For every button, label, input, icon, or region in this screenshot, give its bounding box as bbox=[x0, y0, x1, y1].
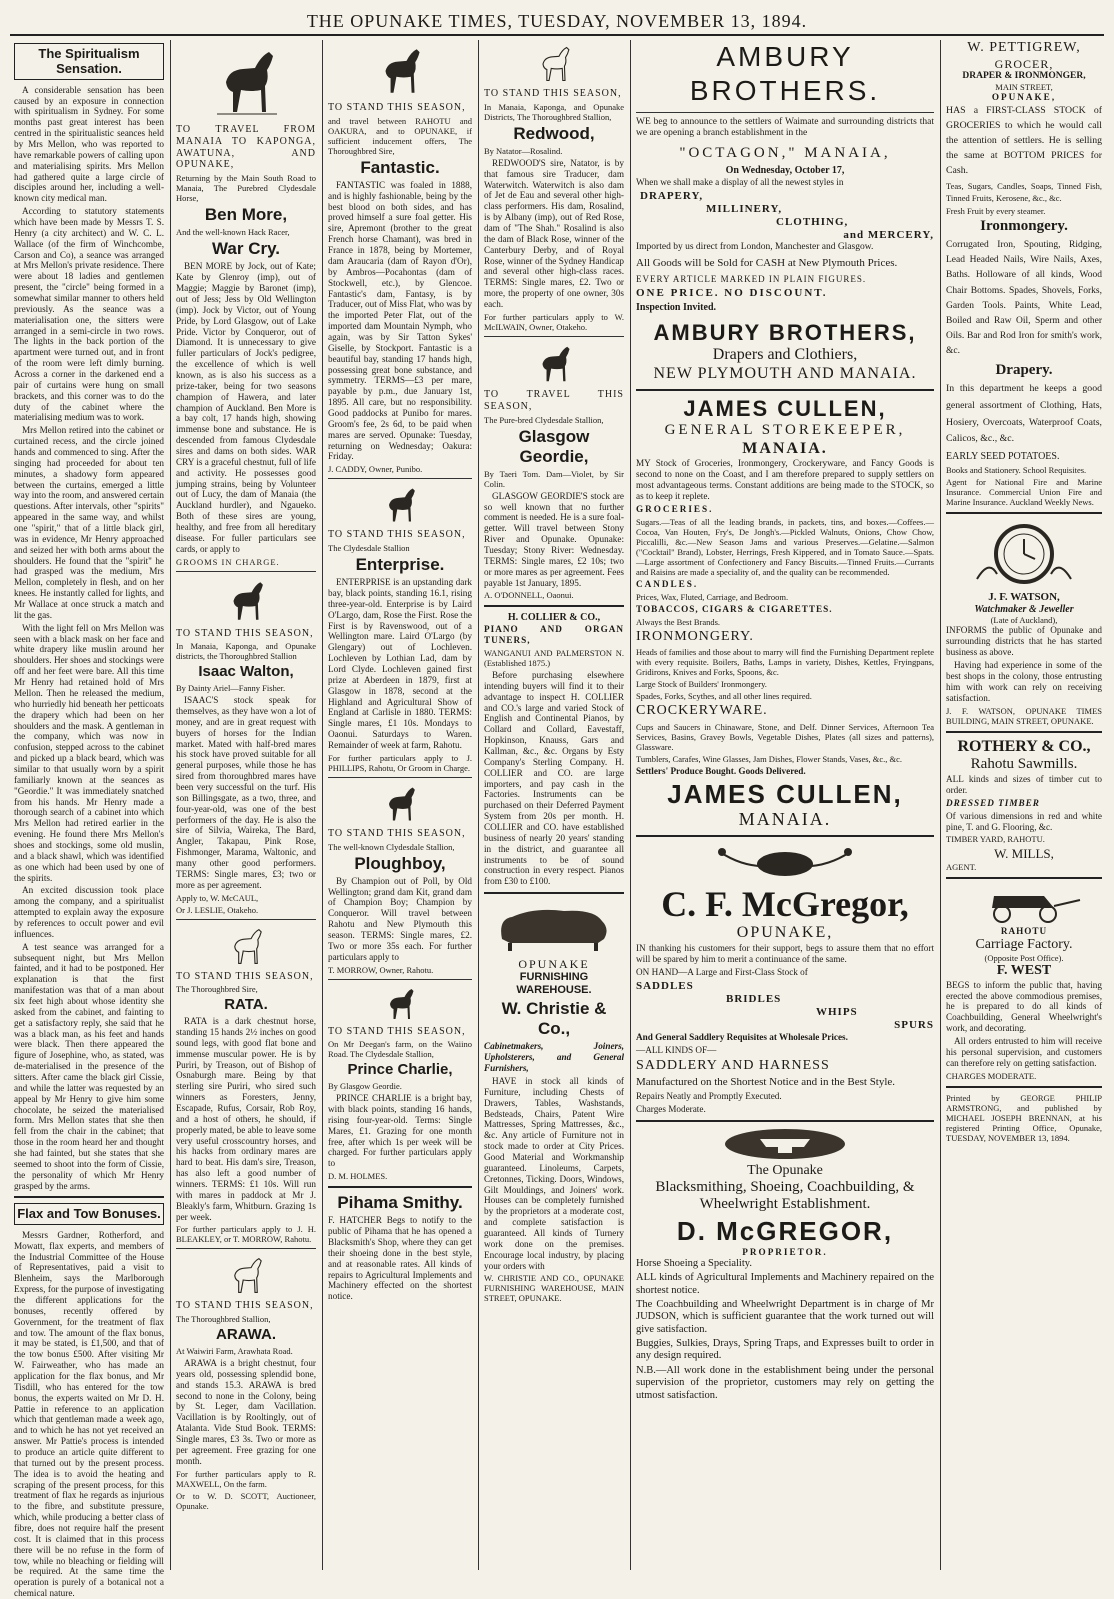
smithy-subtitle: Blacksmithing, Shoeing, Coachbuilding, & Wheelwright Establishment. bbox=[655, 1179, 915, 1213]
mcgregor-location: OPUNAKE, bbox=[736, 924, 834, 942]
column-rule bbox=[170, 40, 171, 1570]
cullen-text: Settlers' Produce Bought. Goods Delivered. bbox=[636, 765, 806, 776]
article-paragraph: A test seance was arranged for a subsequent night, but Mrs Mellon fainted, and it had to be postponed. Her explanation is that the first manifestation was that of a man about six feet high about whose identity she asked from the cabinet, and fainting to get a satisfactory reply, she said that he was a black man, as his feet and hands were black. Then there appeared the figure of Josephine, who, as stated, was de-materialised in the presence of the sitters. After came the black girl Cissie, and while the latter was requested by an appeal by Mr Henry to give him some chocolate, he seized the materialised form. Mrs Mellon states that she then fell from the chair in the cabinet; that those in the room heard her and thought she had fainted, but she states that she seemed to shoot into the form of Cissie, the personality of which Mr Henry grasped by the arms. bbox=[14, 941, 164, 1191]
ad-title-opunake: OPUNAKE bbox=[518, 957, 590, 972]
ad-subtitle: In Manaia, Kaponga, and Opunake Districts, The Thoroughbred Stallion, bbox=[484, 101, 624, 122]
pettigrew-text: Books and Stationery. School Requisites. bbox=[946, 464, 1087, 475]
cullen-heading: IRONMONGERY. bbox=[636, 628, 754, 644]
divider bbox=[636, 389, 934, 391]
ad-signature: J. CADDY, Owner, Punibo. bbox=[328, 464, 423, 475]
smithy-text: The Coachbuilding and Wheelwright Department is in charge of Mr JUDSON, which is sufficient guarantee that the work turned out will give satisfaction. bbox=[636, 1298, 934, 1335]
ambury-text: When we shall make a display of all the newest styles in bbox=[636, 176, 844, 187]
ad-subtitle: On Mr Deegan's farm, on the Waiino Road. The Clydesdale Stallion, bbox=[328, 1039, 472, 1060]
cullen-text: Tumblers, Carafes, Wine Glasses, Jam Dishes, Flower Stands, Vases, &c., &c. bbox=[636, 753, 903, 764]
ad-signature: Or J. LESLIE, Otakeho. bbox=[176, 904, 259, 915]
mcgregor-text: Repairs Neatly and Promptly Executed. bbox=[636, 1091, 782, 1101]
horse-icon bbox=[375, 984, 425, 1024]
horse-name-ben-more: Ben More, bbox=[204, 205, 288, 225]
divider bbox=[946, 731, 1102, 733]
horse-icon bbox=[509, 341, 599, 387]
cullen-text: Spades, Forks, Scythes, and all other lines required. bbox=[636, 691, 812, 702]
horse-name-ploughboy: Ploughboy, bbox=[354, 853, 446, 873]
ad-body: RATA is a dark chestnut horse, standing 15 hands 2½ inches on good sound legs, with good flat bone and immense muscular power. He is by Puriri, by Treason, out of Bishop of Osnaburgh mare. Being by that sterling sire Puriri, who sired such winners as Foresters, Jenny, Escapade, Rufus, Corsair, Rob Roy, and a host of others, he should, if properly mated, be able to leave some very useful crosscountry horses, and his hacks from ordinary mares are hard to beat. His dam's sire, Treason, has also left a good number of winners. TERMS: £1 10s. Will run with mares in paddock at Mr J. Bleakly's farm, Whitburn. Grazing 1s per week. bbox=[176, 1016, 316, 1222]
article-title-flax: Flax and Tow Bonuses. bbox=[14, 1203, 164, 1224]
ad-intro: TO TRAVEL THIS SEASON, bbox=[484, 388, 624, 412]
horse-name-prince-charlie: Prince Charlie, bbox=[347, 1061, 453, 1079]
column-rule bbox=[478, 40, 479, 1570]
ad-intro: TO STAND THIS SEASON, bbox=[176, 1300, 314, 1312]
ad-intro: TO STAND THIS SEASON, bbox=[328, 827, 466, 839]
smithy-text: Horse Shoeing a Speciality. bbox=[636, 1257, 752, 1269]
ad-signature: For further particulars apply to J. H. BLEAKLEY, or T. MORROW, Rahotu. bbox=[176, 1224, 316, 1245]
divider bbox=[636, 835, 934, 837]
rothery-text: TIMBER YARD, RAHOTU. bbox=[946, 834, 1045, 845]
ad-subtitle: The Pure-bred Clydesdale Stallion, bbox=[484, 414, 604, 425]
ad-body: ENTERPRISE is an upstanding dark bay, black points, standing 16.1, rising three-year-old. Enterprise is by Laird O'Largo, dam, Rose the First. Rose the First is by Ravenswood, out of a Wellington mare. Laird O'Largo (by Glengary) out of Lochleven. Lochleven by Lothian Lad, dam by Lord Clyde. Lochleven gained first prize at Aberdeen in 1879, first at Glasgow in 1878, second at the Highland and Agricultural Show of England at Carlisle in 1880. TERMS: Single mares, £1 10s. Mondays to Oaonui. Saturdays to Waren. Remainder of week at farm, Rahotu. bbox=[328, 577, 472, 751]
cullen-heading: TOBACCOS, CIGARS & CIGARETTES. bbox=[636, 603, 833, 614]
ad-body: REDWOOD'S sire, Natator, is by that famous sire Traducer, dam Waterwitch. Waterwitch is also dam of Jet de Eau and several other high-class performers. His dam, Rosalind, is by Albany (imp), out of Red Rose, dam of "The Shah." Rosalind is also the dam of Black Rose, winner of the Canterbury Derby, and of Royal Rose, winner of the Sydney Handicap and several other high-class races. TERMS: Single mares, £2. Two or more, the property of one owner, 30s each. bbox=[484, 157, 624, 310]
carriage-icon bbox=[964, 884, 1084, 924]
ambury-trade: Drapers and Clothiers, bbox=[712, 346, 858, 364]
watson-trade: Watchmaker & Jeweller bbox=[974, 603, 1074, 615]
ambury-date: On Wednesday, October 17, bbox=[725, 165, 845, 177]
column-2 bbox=[176, 40, 316, 1570]
horse-icon bbox=[211, 42, 281, 122]
divider bbox=[946, 877, 1102, 879]
horse-name-rata: RATA. bbox=[224, 996, 268, 1014]
watson-title: J. F. WATSON, bbox=[988, 590, 1060, 603]
smithy-text: N.B.—All work done in the establishment being under the personal supervision of the proprietor, customers may rely on getting the utmost satisfaction. bbox=[636, 1364, 934, 1401]
mcgregor-text: ON HAND—A Large and First-Class Stock of bbox=[636, 967, 808, 978]
pettigrew-text: HAS a FIRST-CLASS STOCK of GROCERIES to which he would call the attention of settlers. He is selling the same at BOTTOM PRICES for Cash. bbox=[946, 104, 1102, 177]
ad-subtitle: And the well-known Hack Racer, bbox=[176, 227, 290, 238]
ambury-text: All Goods will be Sold for CASH at New Plymouth Prices. bbox=[636, 256, 898, 269]
horse-icon bbox=[370, 782, 430, 826]
ad-intro: TO STAND THIS SEASON, bbox=[328, 529, 466, 541]
ambury-line: MILLINERY, bbox=[706, 202, 783, 215]
ambury-intro: WE beg to announce to the settlers of Waimate and surrounding districts that we are opening a branch establishment in the bbox=[636, 117, 934, 139]
mcgregor-text: Charges Moderate. bbox=[636, 1103, 706, 1114]
ad-trade: Cabinetmakers, Joiners, Upholsterers, and General Furnishers, bbox=[484, 1041, 624, 1074]
carriage-text: CHARGES MODERATE. bbox=[946, 1070, 1037, 1081]
sofa-icon bbox=[494, 899, 614, 955]
divider bbox=[636, 112, 934, 113]
rothery-text: ALL kinds and sizes of timber cut to order. bbox=[946, 774, 1102, 795]
ad-firm-christie: W. Christie & Co., bbox=[501, 999, 607, 1039]
masthead-title: THE OPUNAKE TIMES, TUESDAY, NOVEMBER 13, 1894. bbox=[306, 11, 808, 31]
ad-title-furnishing: FURNISHING WAREHOUSE. bbox=[516, 971, 592, 997]
horse-icon bbox=[524, 42, 584, 86]
anvil-emblem-icon bbox=[710, 1127, 860, 1161]
clock-icon bbox=[969, 519, 1079, 589]
ambury-octagon: "OCTAGON," MANAIA, bbox=[679, 145, 891, 162]
ad-intro: TO STAND THIS SEASON, bbox=[176, 970, 314, 982]
ad-pedigree: By Glasgow Geordie. bbox=[328, 1081, 402, 1092]
ambury-text: EVERY ARTICLE MARKED IN PLAIN FIGURES. bbox=[636, 273, 867, 284]
article-paragraph: Messrs Gardner, Rotherford, and Mowatt, flax experts, and members of the Industrial Committee of the House of Representatives, paid a visit to Blenheim, says the Marlborough Express, for the purpose of investigating the different applications for the bonuses, recently offered by Government, for the treatment of flax and tow. The amount of the flax bonus, it may be stated, is £1,500, and that of the tow bonus £500. After visiting Mr W. Fairweather, who has made an application for the flax bonus, and Mr Tisdill, who has entered for the tow bonus, the experts waited on Mr D. H. Pattie in reference to an application which that gentleman made a week ago, and to which he has not yet received an answer. Mr Pattie's process is intended to produce an article quite different to that turned out by the present process. The idea is to avoid the heating and scraping of the present process, for this treatment of flax he regards as injurious to the fibre, and substitute pressure, which, while producing a better class of fibre, does not require half the present cost. It is claimed that in this process there will be no refuse in the form of tow, while no bleaching or fielding will be required. At the same time the operation is purely of a botanical not a chemical nature. bbox=[14, 1229, 164, 1599]
cullen-heading: CROCKERYWARE. bbox=[636, 703, 768, 719]
smithy-text: ALL kinds of Agricultural Implements and Machinery repaired on the shortest notice. bbox=[636, 1272, 934, 1296]
watson-late: (Late of Auckland), bbox=[990, 615, 1058, 626]
cullen-heading: CANDLES. bbox=[636, 578, 699, 589]
carriage-title: Carriage Factory. bbox=[975, 936, 1073, 952]
pettigrew-text: In this department he keeps a good general assortment of Clothing, Hats, Hosiery, Overcoats, Waterproof Coats, Calicos, &c., &c. bbox=[946, 383, 1102, 445]
ad-subtitle: and travel between RAHOTU and OAKURA, and to OPUNAKE, if sufficient inducement offers, The Thoroughbred Sire, bbox=[328, 115, 472, 156]
column-rule bbox=[940, 40, 941, 1570]
divider bbox=[176, 919, 316, 920]
pettigrew-subtitle: DRAPER & IRONMONGER, bbox=[962, 70, 1086, 81]
mcgregor-line: BRIDLES bbox=[726, 992, 782, 1005]
divider bbox=[484, 605, 624, 607]
divider bbox=[176, 571, 316, 572]
divider bbox=[636, 1120, 934, 1122]
cullen-title: JAMES CULLEN, bbox=[683, 395, 887, 421]
ambury-line: CLOTHING, bbox=[776, 215, 849, 228]
pettigrew-text: EARLY SEED POTATOES. bbox=[946, 450, 1060, 462]
rothery-heading: DRESSED TIMBER bbox=[946, 797, 1040, 808]
ambury-text: Imported by us direct from London, Manchester and Glasgow. bbox=[636, 241, 874, 252]
cullen-text: Heads of families and those about to marry will find the Furnishing Department replete with every requisite. Boilers, Baths, Lamps in variety, Dishes, Kettles, Fryingpans, Gridirons, Knives and Forks, Spoons, &c. bbox=[636, 647, 934, 678]
article-paragraph: An excited discussion took place among the company, and a spiritualist attempted to explain away the exposure by references to occult power and evil influences. bbox=[14, 885, 164, 939]
horse-icon bbox=[221, 1253, 271, 1298]
ad-body: BEN MORE by Jock, out of Kate; Kate by Glenroy (imp), out of Maggie; Maggie by Baronet (imp), out of Jess; Jess by Old Wellington (imp). Jock by Victor, out of Young Pride, by Lord Glasgow, out of Lake Pride. Victor by Conqueror, out of Diamond. It is unnecessary to give fuller particulars of Jock's pedigree, the excellence of which is well known, as is also his success as a prize-taker, being for two seasons champion of Hawera, and later champion of Auckland. Ben More is a bay colt, 17 hands high, showing immense bone and substance. He is descended from famous Clydesdale sires and dams on both sides. WAR CRY is a graceful chestnut, full of life and activity. He possesses good jumping strains, being by Volunteer out of Lucy, the dam of Manaia (the Auckland hurdler), and Ngaueko. Both of these sires are young, healthy, and free from all hereditary disease. For fuller particulars see cards, or apply to bbox=[176, 261, 316, 554]
article-paragraph: A considerable sensation has been caused by an exposure in connection with spiritualism in Sydney. For some months past great interest has been centred in the spiritualistic seances held by Mrs Mellon, who was reported to have remarkable powers of calling upon and materialising spirits. Mrs Mellon had gathered quite a large circle of disciples around her, including a well-known city medical man. bbox=[14, 84, 164, 204]
watson-text: INFORMS the public of Opunake and surrounding districts that he has started business as above. bbox=[946, 625, 1102, 658]
cullen-text: Always the Best Brands. bbox=[636, 616, 721, 627]
ad-signature: Apply to, W. McCAUL, bbox=[176, 892, 259, 903]
ad-signature: W. CHRISTIE AND CO., OPUNAKE FURNISHING WAREHOUSE, MAIN STREET, OPUNAKE. bbox=[484, 1273, 624, 1304]
pettigrew-heading: Drapery. bbox=[995, 361, 1053, 378]
rothery-signature: W. MILLS, bbox=[994, 846, 1054, 862]
ambury-line: and MERCERY, bbox=[843, 228, 934, 241]
divider bbox=[328, 979, 472, 980]
column-5 bbox=[636, 40, 934, 1570]
pettigrew-subtitle: MAIN STREET, bbox=[995, 81, 1053, 92]
mcgregor-text: —ALL KINDS OF— bbox=[636, 1044, 717, 1055]
ambury-locations: NEW PLYMOUTH AND MANAIA. bbox=[653, 365, 917, 382]
ambury-title-2: AMBURY BROTHERS, bbox=[653, 320, 917, 346]
ad-signature: For further particulars apply to R. MAXWELL, On the farm. bbox=[176, 1468, 316, 1489]
rothery-subtitle: Rahotu Sawmills. bbox=[970, 756, 1078, 773]
horse-name-arawa: ARAWA. bbox=[216, 1326, 276, 1344]
ad-signature: For further particulars apply to J. PHILLIPS, Rahotu, Or Groom in Charge. bbox=[328, 752, 472, 773]
ad-subtitle: In Manaia, Kaponga, and Opunake districts, the Thoroughbred Stallion bbox=[176, 641, 316, 662]
horse-icon bbox=[360, 483, 440, 527]
carriage-text: BEGS to inform the public that, having erected the above commodious premises, he is prepared to do all kinds of Coachbuilding, General Wheelwright's work, and decorating. bbox=[946, 979, 1102, 1034]
ad-intro: TO STAND THIS SEASON, bbox=[176, 627, 314, 639]
column-1 bbox=[14, 40, 164, 1599]
ad-body: ISAAC'S stock speak for themselves, as they have won a lot of money, and are in great request with buyers of horses for the Indian market. Mated with half-bred mares his stock have proved suitable for all general purposes, while those he has sired from thoroughbred mares have been very successful on the turf. His son Billingsgate, as a two, three, and four-year-old, was one of the best performers of the day. He is also the sire of Silvia, Waireka, The Bard, Angler, Takapau, Pink Rose, Fishmonger, Marama, Waltonic, and many other good performers. TERMS: Single mares, £3; two or more as per agreement. bbox=[176, 695, 316, 890]
mcgregor-line: WHIPS bbox=[816, 1005, 858, 1018]
pettigrew-list: Teas, Sugars, Candles, Soaps, Tinned Fish, Tinned Fruits, Kerosene, &c., &c. bbox=[946, 180, 1102, 203]
printer-imprint: Printed by GEORGE PHILIP ARMSTRONG, and published by MICHAEL JOSEPH BRENNAN, at his registered Printing Office, Opunake, TUESDAY, NOVEMBER 13, 1894. bbox=[946, 1092, 1102, 1143]
ad-location: WANGANUI AND PALMERSTON N. (Established 1875.) bbox=[484, 647, 624, 668]
ad-pedigree: By Dainty Ariel—Fanny Fisher. bbox=[176, 683, 286, 694]
cullen-text: Cups and Saucers in Chinaware, Stone, and Delf. Dinner Services, Afternoon Tea Services, Basins, Gravey Bowls, Vegetable Dishes, Plates (all sizes and patterns), Glassware. bbox=[636, 721, 934, 752]
smithy-title: The Opunake bbox=[747, 1162, 823, 1178]
ad-subtitle: Returning by the Main South Road to Manaia, The Purebred Clydesdale Horse, bbox=[176, 173, 316, 204]
horse-icon bbox=[221, 924, 271, 969]
ad-pedigree: By Natator—Rosalind. bbox=[484, 145, 563, 156]
divider bbox=[484, 336, 624, 337]
ad-intro: TO STAND THIS SEASON, bbox=[484, 88, 622, 99]
ad-subtitle: PIANO AND ORGAN TUNERS, bbox=[484, 624, 624, 646]
ambury-lines bbox=[636, 190, 934, 242]
ad-signature: For further particulars apply to W. McILWAIN, Owner, Otakeho. bbox=[484, 311, 624, 332]
pettigrew-text: Agent for National Fire and Marine Insurance. Commercial Union Fire and Marine Insurance. Auckland Weekly News. bbox=[946, 476, 1102, 507]
carriage-text: All orders entrusted to him will receive his personal supervision, and customers can therefore rely on getting satisfaction. bbox=[946, 1035, 1102, 1068]
ambury-text: ONE PRICE. NO DISCOUNT. bbox=[636, 287, 828, 300]
smithy-name: D. McGREGOR, bbox=[676, 1216, 894, 1247]
mcgregor-text: SADDLERY AND HARNESS bbox=[636, 1057, 830, 1073]
divider bbox=[946, 1086, 1102, 1088]
ambury-title: AMBURY BROTHERS. bbox=[689, 41, 881, 106]
divider bbox=[328, 1186, 472, 1188]
ad-title-pihama-smithy: Pihama Smithy. bbox=[337, 1193, 463, 1213]
ad-subtitle: The well-known Clydesdale Stallion, bbox=[328, 841, 455, 852]
ambury-text: Inspection Invited. bbox=[636, 302, 717, 314]
ad-intro: TO STAND THIS SEASON, bbox=[328, 1025, 466, 1037]
article-paragraph: According to statutory statements which have been made by Messrs T. S. Henry (a city architect) and W. C. L. Wallace (of the firm of Winchcombe, Carson and Co), a seance was arranged at Mrs Mellon's private residence. There were about 18 ladies and gentlemen present, the "circle" being formed in a somewhat similar manner to others held previously. As the seance was a materialisation one, the sitters were arranged in a semi-circle in two rows. The lights in the back portion of the apartment were turned out, and in front of the room were left dimly burning. Across a corner in the darkened end a pair of curtains were hung on small brackets, and this corner was to do the duty of the cabinet where the materialising medium was to work. bbox=[14, 206, 164, 423]
divider bbox=[176, 1248, 316, 1249]
cullen-title-2: JAMES CULLEN, bbox=[667, 778, 903, 809]
ad-body: HAVE in stock all kinds of Furniture, including Chests of Drawers, Tables, Washstands, Bedsteads, Chairs, Patent Wire Mattresses, Spring Mattresses, &c., &c. Any article of Furniture not in stock made to order at City Prices. Good Material and Workmanship guaranteed. Linoleums, Carpets, Cretonnes, Ticking. Doors, Windows, Gilt Mouldings, and Joiners' work. Houses can be completely furnished by the proprietors at a moderate cost, and complete satisfaction is guaranteed. All kinds of Turnery work done on the premises. Encourage local industry, by placing your orders with bbox=[484, 1075, 624, 1271]
ad-signature: A. O'DONNELL, Oaonui. bbox=[484, 590, 574, 601]
rothery-text: Of various dimensions in red and white pine, T. and G. Flooring, &c. bbox=[946, 810, 1102, 832]
ad-intro: TO STAND THIS SEASON, bbox=[328, 102, 466, 113]
pettigrew-subtitle: OPUNAKE, bbox=[991, 91, 1057, 102]
masthead bbox=[10, 6, 1104, 36]
divider bbox=[484, 892, 624, 894]
smithy-text: Buggies, Sulkies, Drays, Spring Traps, and Expresses built to order in any design required. bbox=[636, 1338, 934, 1362]
watson-signature: J. F. WATSON, OPUNAKE TIMES BUILDING, MAIN STREET, OPUNAKE. bbox=[946, 705, 1102, 726]
divider bbox=[328, 478, 472, 479]
column-4 bbox=[484, 40, 624, 1570]
ad-body: ARAWA is a bright chestnut, four years old, possessing splendid bone, and stands 15.3. ARAWA is bred second to none in the Colony, being by St. Leger, dam Vacillation. Vacillation is by Rooltingly, out of Atalanta. Vide Stud Book. TERMS: Single mares, £3 3s. Two or more as per agreement. Free grazing for one month. bbox=[176, 1357, 316, 1466]
divider bbox=[946, 512, 1102, 514]
divider bbox=[14, 1196, 164, 1198]
cullen-location: MANAIA. bbox=[742, 439, 828, 457]
horse-name-isaac-walton: Isaac Walton, bbox=[198, 663, 294, 681]
horse-icon bbox=[221, 576, 271, 626]
column-6 bbox=[946, 40, 1102, 1570]
horse-icon bbox=[365, 42, 435, 100]
ad-body: PRINCE CHARLIE is a bright bay, with black points, standing 16 hands, rising four-year-old. Terms: Single Mares, £1. Grazing for one month free, after which 1s per week will be charged. For further particulars apply to bbox=[328, 1093, 472, 1169]
rothery-agent: AGENT. bbox=[946, 861, 977, 872]
ambury-line: DRAPERY, bbox=[640, 189, 704, 202]
pettigrew-text: Corrugated Iron, Spouting, Ridging, Lead Headed Nails, Wire Nails, Axes, Baths. Holloware of all kinds, Wood Chair Bottoms. Spades, Shovels, Forks, Garden Tools. Paints, White Lead, Boiled and Raw Oil, Sperm and other Oils. Bar and Rod Iron for smith's work, &c. bbox=[946, 240, 1102, 357]
article-title-spiritualism: The Spiritualism Sensation. bbox=[14, 43, 164, 80]
carriage-opposite: (Opposite Post Office). bbox=[984, 953, 1064, 964]
horse-name-redwood: Redwood, bbox=[513, 123, 595, 143]
ad-pedigree: By Taeri Tom. Dam—Violet, by Sir Colin. bbox=[484, 468, 624, 489]
horse-name-war-cry: War Cry. bbox=[211, 239, 281, 259]
ad-signature: T. MORROW, Owner, Rahotu. bbox=[328, 964, 434, 975]
ad-body: GLASGOW GEORDIE'S stock are so well known that no further comment is needed. He is a sure foal-getter. Will travel between Stony River and Opunake. Opunake: Tuesday; Stony River: Wednesday. TERMS: Single mares, £2 10s; two or more mares as per agreement. Fees payable 1st January, 1895. bbox=[484, 490, 624, 588]
cullen-text: MY Stock of Groceries, Ironmongery, Crockeryware, and Fancy Goods is second to none on the Coast, and I am therefore prepared to supply settlers on most advantageous terms. Constant additions are being made to the STOCK, so as to keep it replete. bbox=[636, 458, 934, 501]
ad-signature: GROOMS IN CHARGE. bbox=[176, 556, 280, 567]
column-rule bbox=[630, 40, 631, 1570]
horse-name-fantastic: Fantastic. bbox=[360, 157, 440, 177]
horse-name-enterprise: Enterprise. bbox=[355, 555, 445, 575]
ad-body: F. HATCHER Begs to notify to the public of Pihama that he has opened a Blacksmith's Shop, where they can get their shoeing done in the best style, and at reasonable rates. All kinds of repairs to Agricultural Implements and Machinery effected on the shortest notice. bbox=[328, 1215, 472, 1302]
ad-body: Before purchasing elsewhere intending buyers will find it to their advantage to inspect H. COLLIER and CO.'s large and varied Stock of English and Continental Pianos, by Collard and Collard, Eavestaff, Hopkinson, Knauss, Gars and Kallman, &c., &c. Organs by Esty Company's Sterling Company. H. COLLIER and CO. are large importers, and pay cash in the Factories. Instruments can be purchased on their Deferred Payment System from 20s per month. H. COLLIER and CO. have established business of nearly 20 years' standing in the district, and guarantee all instruments to be of sound construction in every respect. Pianos from £30 to £100. bbox=[484, 669, 624, 887]
column-3 bbox=[328, 40, 472, 1570]
pettigrew-heading: Ironmongery. bbox=[980, 218, 1068, 235]
ad-intro: TO TRAVEL FROM MANAIA TO KAPONGA, AWATUNA, AND OPUNAKE, bbox=[176, 124, 316, 171]
saddlery-emblem-icon bbox=[710, 842, 860, 882]
horse-name-glasgow-geordie: Glasgow Geordie, bbox=[518, 426, 590, 466]
mcgregor-text: And General Saddlery Requisites at Wholesale Prices. bbox=[636, 1031, 848, 1042]
cullen-location-2: MANAIA. bbox=[738, 809, 832, 830]
watson-text: Having had experience in some of the best shops in the colony, those entrusting him with work can rely on receiving satisfaction. bbox=[946, 660, 1102, 703]
carriage-proprietor: F. WEST bbox=[996, 963, 1052, 979]
column-rule bbox=[322, 40, 323, 1570]
article-paragraph: With the light fell on Mrs Mellon was seen with a black mask on her face and white drapery like muslin around her shoulders. Her shoes and stockings were off and her feet were bare. All this time Mr Henry had retained hold of Mrs Mellon. Then he released the medium, who hurriedly hid beneath her petticoats the drapery which had been on her shoulders and the mask. A gentleman in the company, which was now in confusion, stepped across to the cabinet and picked up a black beard, which was similar to that usually worn by a spirit familiarly known at the seances as "Geordie." It was immediately snatched from his hands. Mr Henry made a thorough search of a cabinet into which Mrs Mellon had retired earlier in the evening. He found there Mrs Mellon's shoes and stockings, some old muslin, and a black shawl, which was identified as one which had been used by one of the spirits. bbox=[14, 622, 164, 883]
mcgregor-line: SADDLES bbox=[636, 979, 694, 992]
ad-location: At Waiwiri Farm, Arawhata Road. bbox=[176, 1345, 293, 1356]
ad-subtitle: The Thoroughbred Stallion, bbox=[176, 1314, 271, 1325]
ad-body: By Champion out of Poll, by Old Wellington; grand dam Kit, grand dam of Champion Boy; Champion by Conqueror. Will travel between Rahotu and New Plymouth this season. TERMS: Single mares, £2. Two or more 35s each. For further particulars apply to bbox=[328, 875, 472, 962]
mcgregor-line: SPURS bbox=[894, 1018, 934, 1031]
ad-body: FANTASTIC was foaled in 1888, and is highly fashionable, being by the best blood on both sides, and has proved himself a sure foal getter. His sire, Apremont (brother to the great French horse Chamant), was bred in France in 1878, being by Mortemer, dam Araucaria (dam of Rayon d'Or), by Ambros—Pocahontas (dam of Stockwell, etc.), by Glencoe. Fantastic's dam, Fantasy, is by Traducer, out of Miss Flat, who was by the imported Peter Flat, out of the imported dam Mountain Nymph, who again, was by Sir Tatton Sykes' Giselle, by Stockport. Fantastic is a beautiful bay, standing 17 hands high, possessing great bone substance, and symmetry. TERMS—£3 per mare, payable by p.m., due January 1st, 1895. All care, but no responsibility. Good paddocks at Punibo for mares. Groom's fee, 2s 6d, to be paid when mares are served. Opunake: Tuesday, returning on Wednesday; Oakura: Friday. bbox=[328, 179, 472, 462]
ad-title-collier: H. COLLIER & CO., bbox=[507, 612, 601, 624]
ad-subtitle: The Thoroughbred Sire, bbox=[176, 984, 258, 995]
divider bbox=[328, 777, 472, 778]
pettigrew-subtitle: GROCER, bbox=[994, 56, 1054, 71]
cullen-subtitle: GENERAL STOREKEEPER, bbox=[664, 421, 906, 438]
carriage-location: RAHOTU bbox=[1000, 925, 1048, 936]
article-paragraph: Mrs Mellon retired into the cabinet or curtained recess, and the circle joined hands and commenced to sing. After the singing had proceeded for about ten minutes, a shadowy form appeared between the curtains, emerged a little way into the room, and answered certain questions. After intervals, other "spirits" appeared in the same way, and whilst one "spirit," that of a little black girl, was in evidence, Mr Henry approached and seized her with both arms about the shoulders. He found that the "spirit" he had grasped was the medium, Mrs Mellon, completely in flesh, and on her knees. He instantly called for lights, and Mr Wallace at once struck a match and lit the gas. bbox=[14, 425, 164, 620]
cullen-text: Prices, Wax, Fluted, Carriage, and Bedroom. bbox=[636, 591, 789, 602]
ad-signature: Or to W. D. SCOTT, Auctioneer, Opunake. bbox=[176, 1490, 316, 1511]
mcgregor-text: Manufactured on the Shortest Notice and in the Best Style. bbox=[636, 1076, 896, 1089]
mcgregor-title: C. F. McGregor, bbox=[661, 884, 909, 925]
pettigrew-title: W. PETTIGREW, bbox=[967, 40, 1081, 55]
smithy-proprietor: PROPRIETOR. bbox=[742, 1246, 828, 1257]
cullen-text: Large Stock of Builders' Ironmongery. bbox=[636, 679, 767, 690]
ad-signature: D. M. HOLMES. bbox=[328, 1171, 388, 1182]
pettigrew-text: Fresh Fruit by every steamer. bbox=[946, 206, 1046, 217]
cullen-text: Sugars.—Teas of all the leading brands, in packets, tins, and boxes.—Coffees.—Cocoa, Van Houten, Fry's, De Jongh's.—Pickled Walnuts, Onions, Chow Chow, Piccalilli, &c.—New Season Jams and various Preserves.—Gelatine.—Salmon ("Cocktail" Brand), Lobster, Herrings, Fresh Kippered, and in Tomato Sauce.—Spats.—Large assortment of Confectionery and Fancy Biscuits.—Tinned Fruits.—Currants and Raisins are made a speciality of, and the quality can be recommended. bbox=[636, 516, 934, 577]
mcgregor-text: IN thanking his customers for their support, begs to assure them that no effort will be spared by him to merit a continuance of the same. bbox=[636, 943, 934, 965]
rothery-title: ROTHERY & CO., bbox=[957, 737, 1091, 755]
cullen-heading: GROCERIES. bbox=[636, 503, 714, 514]
mcgregor-lines bbox=[636, 980, 934, 1032]
ad-subtitle: The Clydesdale Stallion bbox=[328, 543, 410, 554]
